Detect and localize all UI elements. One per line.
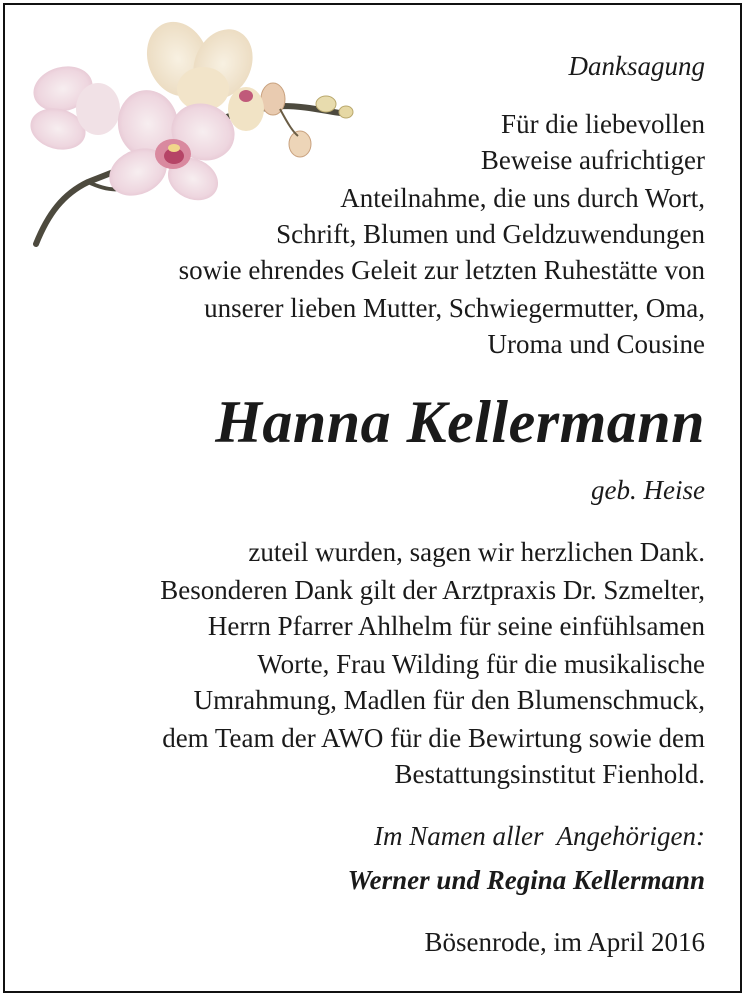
intro-line: Uroma und Cousine xyxy=(487,329,705,359)
heading: Danksagung xyxy=(568,51,705,81)
birth-name: geb. Heise xyxy=(591,475,705,505)
intro-line: Anteilnahme, die uns durch Wort, xyxy=(340,183,705,213)
thanks-line: Umrahmung, Madlen für den Blumenschmuck, xyxy=(193,685,705,715)
thanks-line: Besonderen Dank gilt der Arztpraxis Dr. Szmelter, xyxy=(160,575,705,605)
intro-line: sowie ehrendes Geleit zur letzten Ruhestätte von xyxy=(178,255,705,285)
intro-line: Für die liebevollen xyxy=(501,109,705,139)
thanks-line: Herrn Pfarrer Ahlhelm für seine einfühlsamen xyxy=(207,611,705,641)
thanks-line: zuteil wurden, sagen wir herzlichen Dank. xyxy=(248,537,705,567)
intro-line: unserer lieben Mutter, Schwiegermutter, Oma, xyxy=(204,293,705,323)
intro-line: Schrift, Blumen und Geldzuwendungen xyxy=(276,219,705,249)
intro-line: Beweise aufrichtiger xyxy=(480,145,705,175)
closing-line: Im Namen aller Angehörigen: xyxy=(374,821,705,851)
thanks-line: Bestattungsinstitut Fienhold. xyxy=(394,759,705,789)
thanks-line: dem Team der AWO für die Bewirtung sowie dem xyxy=(162,723,705,753)
signers: Werner und Regina Kellermann xyxy=(347,865,705,895)
deceased-name: Hanna Kellermann xyxy=(215,389,705,455)
place-date: Bösenrode, im April 2016 xyxy=(424,927,705,957)
thanks-line: Worte, Frau Wilding für die musikalische xyxy=(257,649,705,679)
